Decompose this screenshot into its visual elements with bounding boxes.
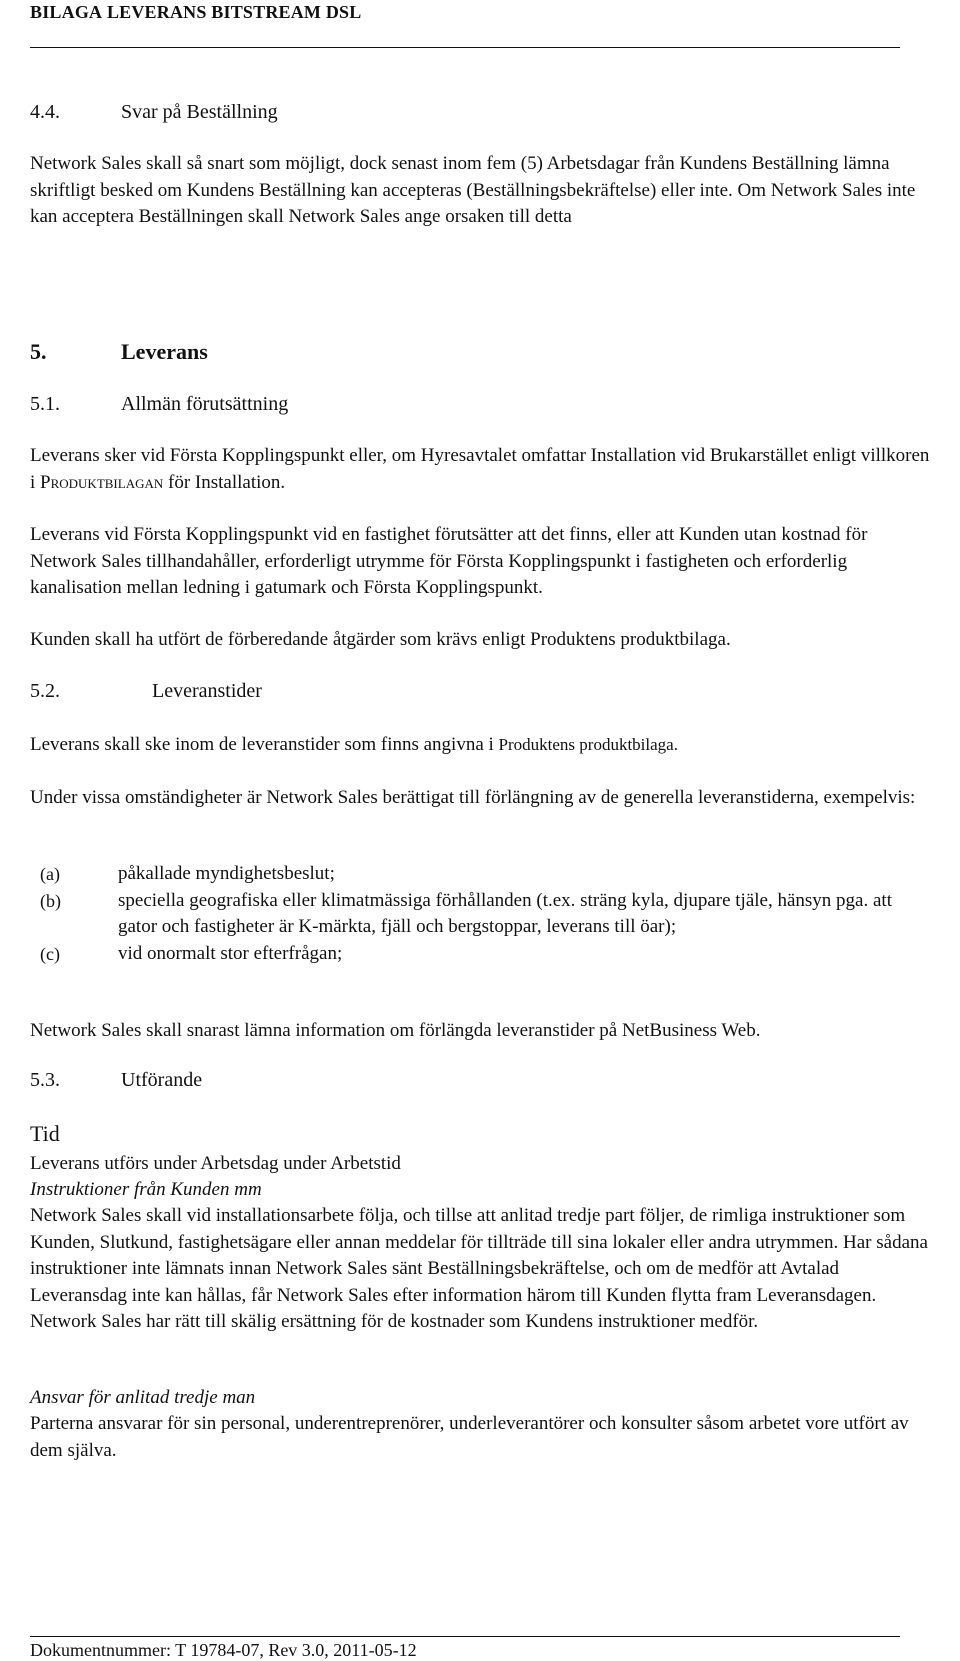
document-header — [30, 2, 361, 23]
section-heading-5-1 — [30, 393, 289, 416]
list-item — [30, 941, 935, 968]
section-title: Leverans — [121, 339, 208, 364]
paragraph-preparations: Kunden skall ha utfört de förberedande åtgärder som krävs enligt Produktens produktbilaga. — [30, 629, 731, 650]
section-number: 5.2. — [30, 680, 60, 702]
list-item-label: (c) — [40, 943, 60, 964]
paragraph-extended-info: Network Sales skall snarast lämna information om förlängda leveranstider på NetBusiness Web. — [30, 1020, 761, 1041]
section-heading-4-4 — [30, 101, 278, 124]
list-item — [30, 861, 935, 888]
list-item-label: (b) — [40, 890, 61, 911]
extension-reasons-list — [30, 861, 935, 967]
text-run-small: Produktens produktbilaga. — [498, 735, 678, 754]
header-letter: L — [106, 2, 120, 22]
footer-document-number: Dokumentnummer: T 19784-07, Rev 3.0, 2011-05-12 — [30, 1640, 417, 1660]
header-rule — [30, 47, 900, 48]
section-title: Svar på Beställning — [121, 101, 278, 123]
header-letter: B — [211, 2, 224, 22]
section-title: Leveranstider — [152, 680, 262, 702]
header-word: ILAGA — [42, 2, 103, 22]
header-word: DSL — [325, 2, 362, 22]
header-word: EVERANS — [119, 2, 207, 22]
section-number: 5. — [30, 339, 47, 364]
section-number: 5.3. — [30, 1069, 60, 1091]
text-run: för Installation. — [163, 471, 286, 493]
list-item-text: speciella geografiska eller klimatmässiga förhållanden (t.ex. sträng kyla, djupare tjäle, hänsyn pga. att gator och fastigheter är K-märkta, fjäll och bergstoppar, leverans till öar); — [118, 889, 892, 937]
section-number: 4.4. — [30, 101, 60, 123]
footer-rule — [30, 1636, 900, 1637]
text-run: Leverans sker vid Första Kopplingspunkt eller, om Hyresavtalet omfattar Installation vid Brukarstället enligt villkoren i — [30, 445, 930, 493]
subheading-third-party: Ansvar för anlitad tredje man — [30, 1387, 256, 1408]
subheading-instructions: Instruktioner från Kunden mm — [30, 1179, 262, 1200]
paragraph-tid: Leverans utförs under Arbetsdag under Arbetstid — [30, 1153, 401, 1174]
paragraph-order-reply: Network Sales skall så snart som möjligt, dock senast inom fem (5) Arbetsdagar från Kundens Beställning lämna skriftligt besked om Kundens Beställning kan accepteras (Beställningsbekräftelse) eller inte. Om Network Sales inte kan acceptera Beställningen skall Network Sales ange orsaken till detta — [30, 153, 916, 227]
paragraph-instructions: Network Sales skall vid installationsarbete följa, och tillse att anlitad tredje part följer, de rimliga instruktioner som Kunden, Slutkund, fastighetsägare eller annan meddelar för tillträde till sina lokaler eller andra utrymmen. Har sådana instruktioner inte lämnats innan Network Sales sänt Beställningsbekräftelse, och om de medför att Avtalad Leveransdag inte kan hållas, får Network Sales efter information härom till Kunden flytta fram Leveransdagen. Network Sales har rätt till skälig ersättning för de kostnader som Kundens instruktioner medför. — [30, 1205, 928, 1332]
list-item — [30, 888, 935, 941]
list-item-label: (a) — [40, 864, 60, 884]
section-number: 5.1. — [30, 393, 60, 415]
header-letter: B — [30, 2, 43, 22]
paragraph-delivery-times — [30, 732, 935, 759]
section-heading-5-2 — [30, 680, 262, 703]
subheading-tid: Tid — [30, 1121, 60, 1146]
product-appendix-term: Produktbilagan — [40, 471, 164, 493]
paragraph-third-party: Parterna ansvarar för sin personal, underentreprenörer, underleverantörer och konsulter såsom arbetet vore utfört av dem själva. — [30, 1413, 909, 1461]
header-word: ITSTREAM — [223, 2, 322, 22]
section-title: Utförande — [121, 1069, 203, 1091]
list-item-text: påkallade myndighetsbeslut; — [118, 863, 335, 884]
text-run: Leverans skall ske inom de leveranstider som finns angivna i — [30, 734, 499, 755]
section-heading-5 — [30, 339, 208, 365]
paragraph-property-requirements: Leverans vid Första Kopplingspunkt vid en fastighet förutsätter att det finns, eller att Kunden utan kostnad för Network Sales tillhandahåller, erforderligt utrymme för Första Kopplingspunkt i fastigheten och erforderlig kanalisation mellan ledning i gatumark och Första Kopplingspunkt. — [30, 524, 868, 598]
paragraph-extension: Under vissa omständigheter är Network Sales berättigat till förlängning av de generella leveranstiderna, exempelvis: — [30, 787, 916, 808]
paragraph-delivery-point — [30, 443, 935, 496]
section-heading-5-3 — [30, 1069, 203, 1092]
list-item-text: vid onormalt stor efterfrågan; — [118, 942, 343, 964]
section-title: Allmän förutsättning — [121, 393, 289, 415]
